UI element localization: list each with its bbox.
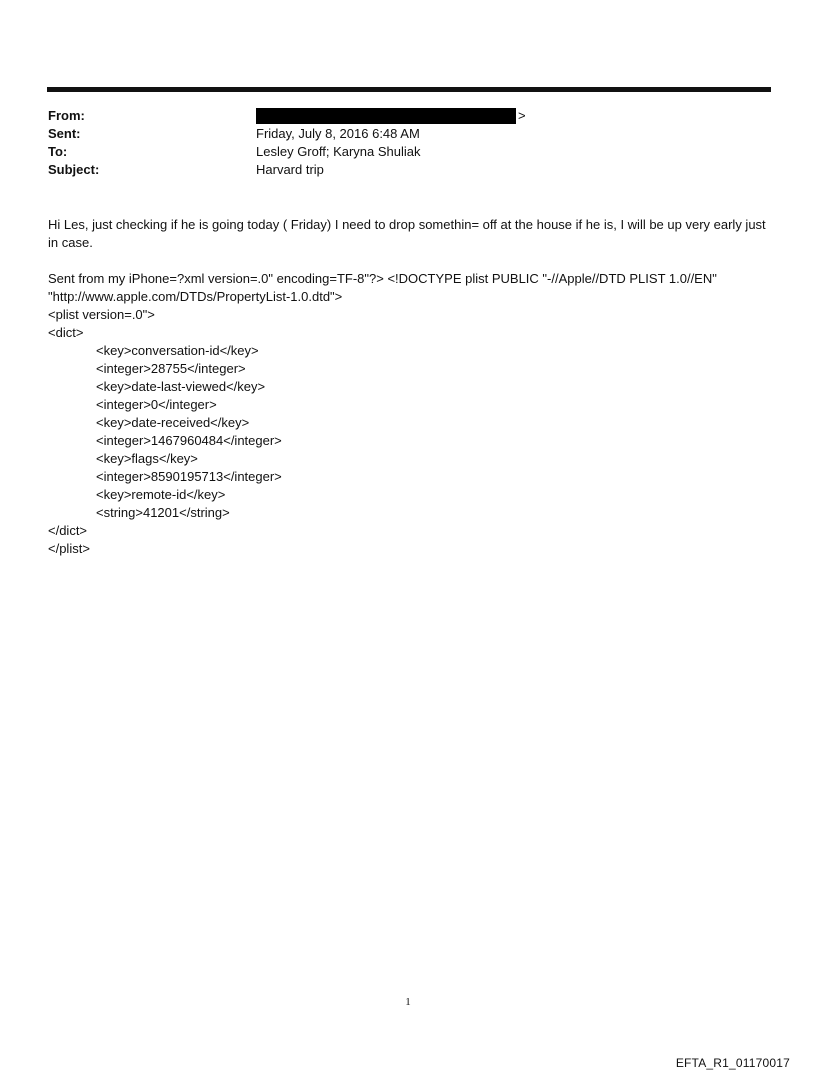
dict-close: </dict> (48, 523, 88, 538)
signature-line: Sent from my iPhone=?xml version=.0" encoding=TF-8"?> <!DOCTYPE plist PUBLIC "-//Apple//DTD PLIST 1.0//EN" (48, 271, 717, 286)
signature-block (48, 270, 772, 558)
sent-value: Friday, July 8, 2016 6:48 AM (256, 126, 420, 141)
from-label: From: (48, 108, 85, 123)
dict-line: <key>conversation-id</key> (96, 343, 259, 358)
message-text: Hi Les, just checking if he is going today ( Friday) I need to drop somethin= off at the house if he is, I will be up very early just in case. (48, 217, 766, 250)
dict-line: <integer>28755</integer> (96, 361, 246, 376)
dict-line: <integer>0</integer> (96, 397, 217, 412)
page-number: 1 (405, 996, 411, 1008)
subject-value: Harvard trip (256, 162, 324, 177)
from-value-suffix: > (518, 108, 526, 123)
document-id: EFTA_R1_01170017 (675, 1056, 790, 1070)
subject-label: Subject: (48, 162, 100, 177)
plist-open: <plist version=.0"> (48, 307, 155, 322)
dict-line: <integer>8590195713</integer> (96, 469, 282, 484)
dict-line: <key>date-received</key> (96, 415, 250, 430)
dict-line: <integer>1467960484</integer> (96, 433, 282, 448)
dict-open: <dict> (48, 325, 84, 340)
dict-line: <key>date-last-viewed</key> (96, 379, 266, 394)
header-rule (47, 87, 771, 92)
dict-line: <key>remote-id</key> (96, 487, 226, 502)
message-body (48, 216, 772, 252)
to-value: Lesley Groff; Karyna Shuliak (256, 144, 421, 159)
sent-label: Sent: (48, 126, 81, 141)
dict-line: <key>flags</key> (96, 451, 198, 466)
to-label: To: (48, 144, 68, 159)
redaction-box (256, 108, 516, 124)
plist-close: </plist> (48, 541, 90, 556)
signature-line: "http://www.apple.com/DTDs/PropertyList-1.0.dtd"> (48, 289, 343, 304)
dict-line: <string>41201</string> (96, 505, 230, 520)
